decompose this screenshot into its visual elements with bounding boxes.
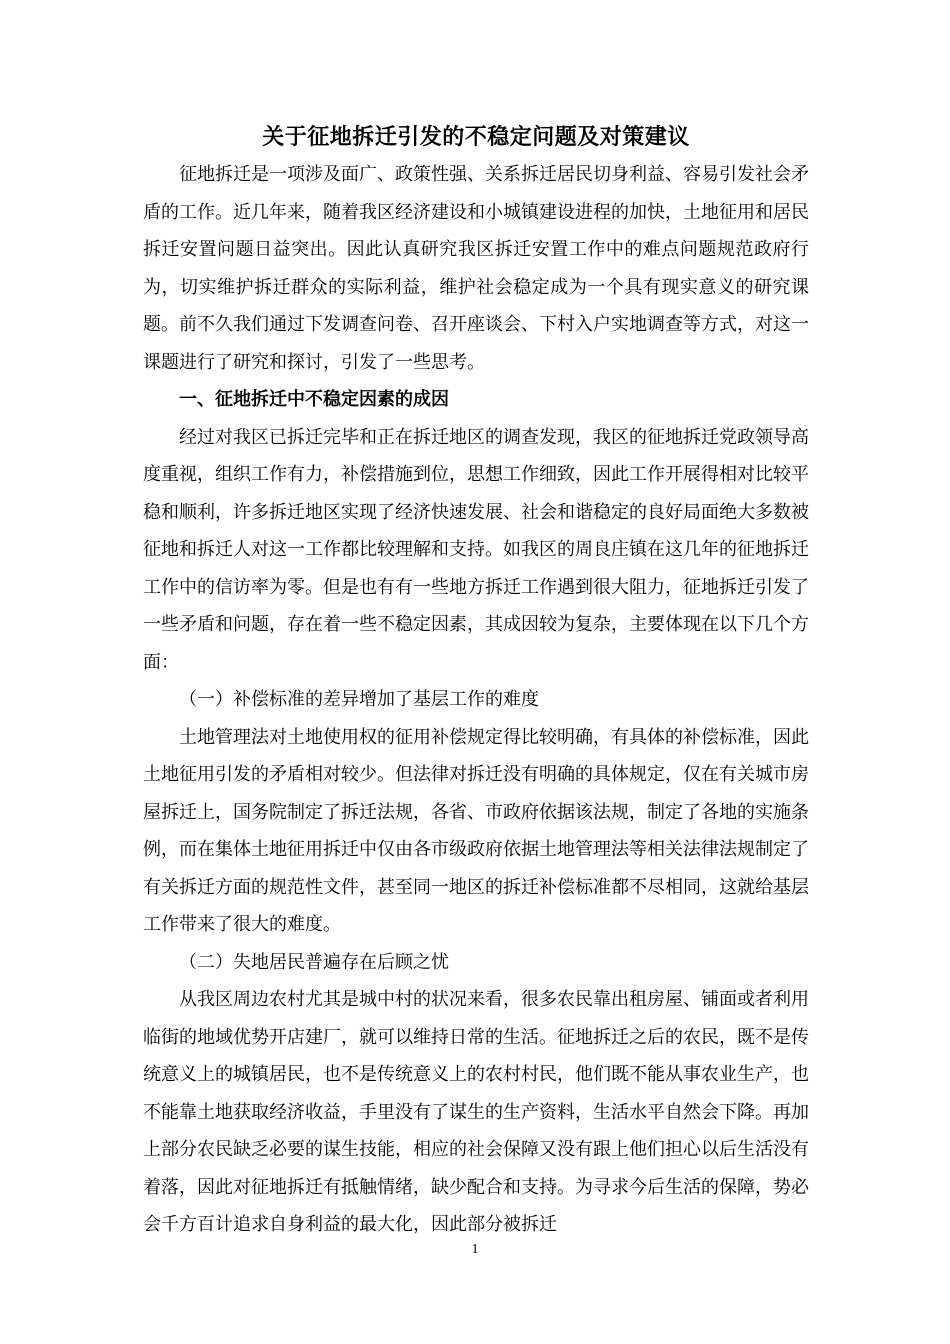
section-heading: 一、征地拆迁中不稳定因素的成因 <box>179 389 449 410</box>
document-body <box>143 118 809 1244</box>
paragraph-compensation: 土地管理法对土地使用权的征用补偿规定得比较明确，有具体的补偿标准，因此土地征用引发的矛盾相对较少。但法律对拆迁没有明确的具体规定，仅在有关城市房屋拆迁上，国务院制定了拆迁法规，各省、市政府依据该法规，制定了各地的实施条例，而在集体土地征用拆迁中仅由各市级政府依据土地管理法等相关法律法规制定了有关拆迁方面的规范性文件，甚至同一地区的拆迁补偿标准都不尽相同，这就给基层工作带来了很大的难度。 <box>143 726 809 935</box>
paragraph-landless-residents: 从我区周边农村尤其是城中村的状况来看，很多农民靠出租房屋、铺面或者利用临街的地域优势开店建厂，就可以维持日常的生活。征地拆迁之后的农民，既不是传统意义上的城镇居民，也不是传统意义上的农村村民，他们既不能从事农业生产，也不能靠土地获取经济收益，手里没有了谋生的生产资料，生活水平自然会下降。再加上部分农民缺乏必要的谋生技能，相应的社会保障又没有跟上他们担心以后生活没有着落，因此对征地拆迁有抵触情绪，缺少配合和支持。为寻求今后生活的保障，势必会千方百计追求自身利益的最大化，因此部分被拆迁 <box>143 989 809 1235</box>
document-title: 关于征地拆迁引发的不稳定问题及对策建议 <box>262 124 690 150</box>
subsection-heading: （一）补偿标准的差异增加了基层工作的难度 <box>179 689 539 710</box>
paragraph-findings: 经过对我区已拆迁完毕和正在拆迁地区的调查发现，我区的征地拆迁党政领导高度重视，组织工作有力，补偿措施到位，思想工作细致，因此工作开展得相对比较平稳和顺利，许多拆迁地区实现了经济快速发展、社会和谐稳定的良好局面绝大多数被征地和拆迁人对这一工作都比较理解和支持。如我区的周良庄镇在这几年的征地拆迁工作中的信访率为零。但是也有有一些地方拆迁工作遇到很大阻力，征地拆迁引发了一些矛盾和问题，存在着一些不稳定因素，其成因较为复杂，主要体现在以下几个方面： <box>143 426 809 673</box>
paragraph-intro: 征地拆迁是一项涉及面广、政策性强、关系拆迁居民切身利益、容易引发社会矛盾的工作。近几年来，随着我区经济建设和小城镇建设进程的加快，土地征用和居民拆迁安置问题日益突出。因此认真研究我区拆迁安置工作中的难点问题规范政府行为，切实维护拆迁群众的实际利益，维护社会稳定成为一个具有现实意义的研究课题。前不久我们通过下发调查问卷、召开座谈会、下村入户实地调查等方式，对这一课题进行了研究和探讨，引发了一些思考。 <box>143 164 809 373</box>
page-number: 1 <box>471 1242 479 1257</box>
subsection-heading: （二）失地居民普遍存在后顾之忧 <box>179 951 449 973</box>
